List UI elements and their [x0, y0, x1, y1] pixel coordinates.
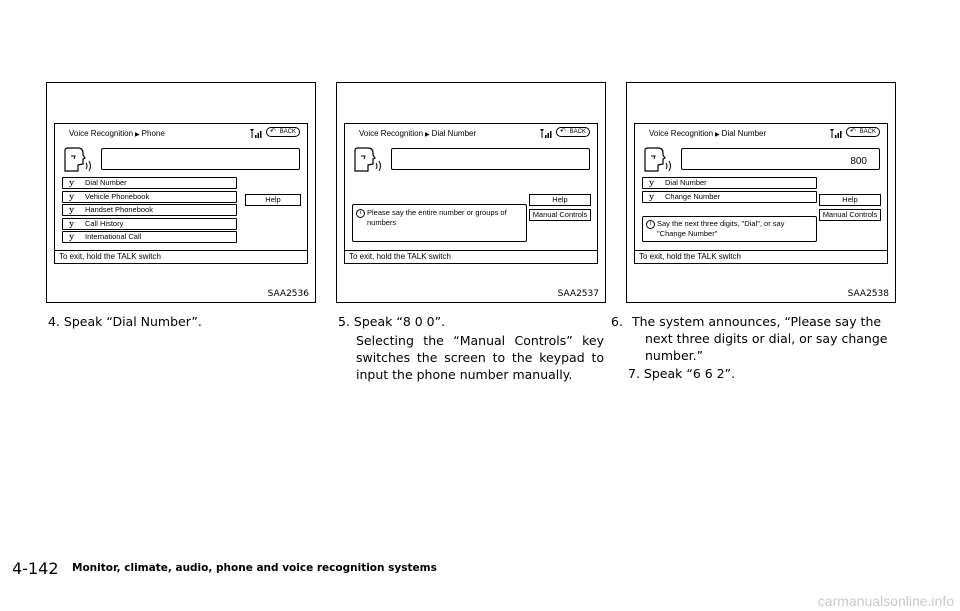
speech-icon: ｙ [68, 193, 75, 201]
number-display [101, 148, 300, 170]
number-display [681, 148, 880, 170]
step-7: 7. Speak “6 6 2”. [628, 366, 736, 381]
page-number: 4-142 [12, 559, 59, 578]
manual-controls-button[interactable]: Manual Controls [819, 209, 881, 221]
back-arrow-icon: ↶ [560, 128, 566, 135]
command-list [62, 177, 237, 245]
back-arrow-icon: ↶ [270, 128, 276, 135]
breadcrumb-arrow-icon: ▶ [425, 132, 430, 138]
page-section-title: Monitor, climate, audio, phone and voice recognition systems [72, 562, 437, 574]
figure-label: SAA2538 [847, 289, 889, 299]
screen-footer: To exit, hold the TALK switch [345, 250, 597, 263]
prompt-message: i Say the next three digits, "Dial", or say "Change Number" [642, 216, 817, 242]
back-arrow-icon: ↶ [850, 128, 856, 135]
figure-change-number [626, 82, 896, 303]
breadcrumb-arrow-icon: ▶ [135, 132, 140, 138]
speech-icon: ｙ [68, 207, 75, 214]
breadcrumb-arrow-icon: ▶ [715, 132, 720, 138]
step-5: 5. Speak “8 0 0”. [338, 314, 446, 329]
number-display [391, 148, 590, 170]
dialed-number: 800 [850, 156, 867, 167]
speech-icon: ｙ [68, 234, 75, 241]
screen [634, 123, 888, 264]
screen-breadcrumb: Voice Recognition ▶ Phone [69, 129, 165, 138]
signal-icon [829, 128, 843, 138]
info-icon: i [356, 209, 365, 218]
step-5-detail: Selecting the “Manual Controls” key switches the screen to the keypad to input the phone number manually. [356, 333, 604, 382]
figure-phone-menu [46, 82, 316, 303]
command-list [642, 177, 817, 204]
list-item[interactable]: ｙ Dial Number [642, 177, 817, 189]
figure-label: SAA2536 [267, 289, 309, 299]
watermark: carmanualsonline.info [817, 593, 954, 609]
info-icon: i [646, 220, 655, 229]
back-button[interactable]: ↶ BACK [556, 127, 590, 137]
figure-dial-number [336, 82, 606, 303]
step-6: 6. The system announces, “Please say the next three digits or dial, or say change number.” [611, 314, 888, 363]
list-item[interactable]: ｙ Dial Number [62, 177, 237, 189]
list-item[interactable]: ｙ Vehicle Phonebook [62, 191, 237, 203]
voice-recognition-icon [61, 147, 95, 173]
screen [344, 123, 598, 264]
list-item[interactable]: ｙ Call History [62, 218, 237, 230]
list-item[interactable]: ｙ International Call [62, 231, 237, 243]
screen-breadcrumb: Voice Recognition ▶ Dial Number [649, 129, 767, 138]
screen-footer: To exit, hold the TALK switch [635, 250, 887, 263]
screen [54, 123, 308, 264]
signal-icon [249, 128, 263, 138]
list-item[interactable]: ｙ Handset Phonebook [62, 204, 237, 216]
voice-recognition-icon [641, 147, 675, 173]
signal-icon [539, 128, 553, 138]
help-button[interactable]: Help [819, 194, 881, 206]
help-button[interactable]: Help [529, 194, 591, 206]
manual-controls-button[interactable]: Manual Controls [529, 209, 591, 221]
help-button[interactable]: Help [245, 194, 301, 206]
speech-icon: ｙ [68, 220, 75, 228]
speech-icon: ｙ [68, 180, 75, 187]
step-4: 4. Speak “Dial Number”. [48, 314, 202, 329]
voice-recognition-icon [351, 147, 385, 173]
screen-breadcrumb: Voice Recognition ▶ Dial Number [359, 129, 477, 138]
back-button[interactable]: ↶ BACK [266, 127, 300, 137]
prompt-message: i Please say the entire number or groups of numbers [352, 204, 527, 242]
list-item[interactable]: ｙ Change Number [642, 191, 817, 203]
speech-icon: ｙ [648, 180, 655, 187]
speech-icon: ｙ [648, 193, 655, 201]
figure-label: SAA2537 [557, 289, 599, 299]
back-button[interactable]: ↶ BACK [846, 127, 880, 137]
screen-footer: To exit, hold the TALK switch [55, 250, 307, 263]
